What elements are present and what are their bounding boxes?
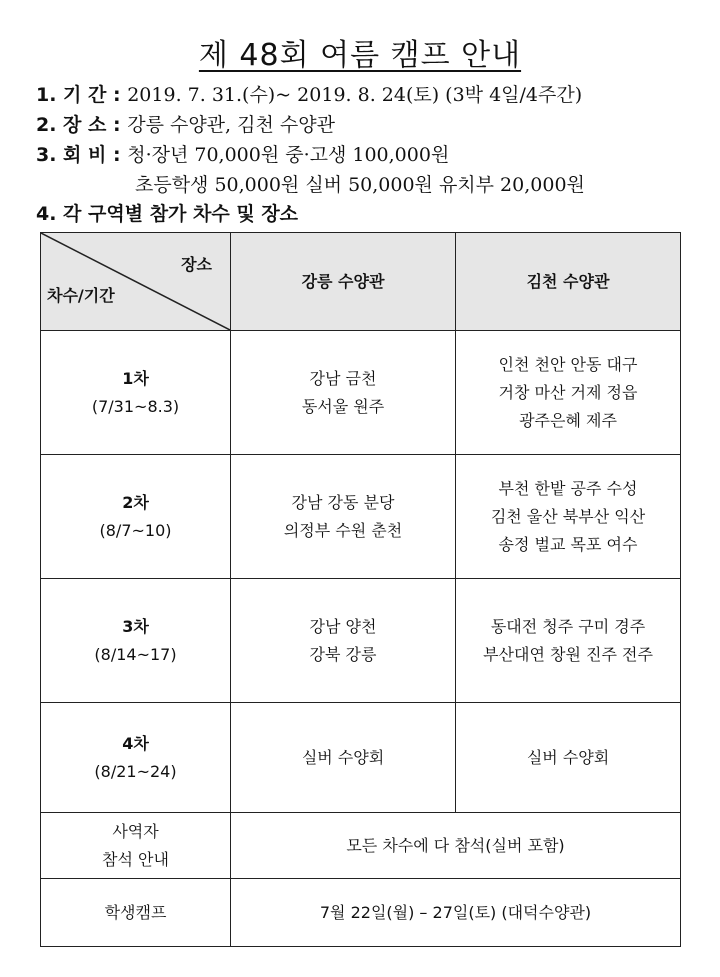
region-line: 강남 강동 분당	[291, 492, 395, 512]
round-cell	[41, 455, 231, 579]
gimcheon-cell	[456, 455, 681, 579]
round-label: 1차	[122, 368, 149, 388]
region-line: 인천 천안 안동 대구	[498, 354, 638, 374]
region-line: 김천 울산 북부산 익산	[490, 506, 646, 526]
column-header-label: 김천 수양관	[526, 271, 610, 291]
region-line: 광주은혜 제주	[519, 410, 617, 430]
region-line: 동대전 청주 구미 경주	[490, 616, 646, 636]
gangneung-cell	[231, 455, 456, 579]
region-line: 부천 한밭 공주 수성	[498, 478, 638, 498]
region-line: 동서울 원주	[301, 396, 385, 416]
table-row	[41, 703, 681, 813]
round-label: 4차	[122, 733, 149, 753]
page-title-text: 제 48회 여름 캠프 안내	[198, 38, 522, 73]
round-cell	[41, 703, 231, 813]
student-camp-label: 학생캠프	[104, 902, 167, 922]
round-label: 3차	[122, 616, 149, 636]
round-cell	[41, 331, 231, 455]
minister-value: 모든 차수에 다 참석(실버 포함)	[346, 835, 565, 855]
student-camp-label-cell	[41, 879, 231, 947]
minister-row	[41, 813, 681, 879]
student-camp-row	[41, 879, 681, 947]
fee-value-line1: 청·장년 70,000원 중·고생 100,000원	[127, 144, 450, 166]
page-title	[0, 30, 720, 74]
minister-value-cell	[231, 813, 681, 879]
gangneung-cell	[231, 703, 456, 813]
place-value: 강릉 수양관, 김천 수양관	[127, 114, 335, 136]
student-camp-value: 7월 22일(월) – 27일(토) (대덕수양관)	[319, 902, 592, 922]
corner-top-label: 장소	[181, 255, 212, 274]
fee-value-line2: 초등학생 50,000원 실버 50,000원 유치부 20,000원	[135, 174, 585, 196]
student-camp-value-cell	[231, 879, 681, 947]
region-line: 거창 마산 거제 정읍	[498, 382, 638, 402]
region-line: 의정부 수원 춘천	[283, 520, 403, 540]
region-line: 실버 수양회	[301, 747, 385, 767]
minister-label-line2: 참석 안내	[102, 849, 169, 869]
region-line: 강북 강릉	[309, 644, 377, 664]
column-header-gimcheon	[456, 233, 681, 331]
column-header-gangneung	[231, 233, 456, 331]
fee-label: 3. 회 비 :	[36, 144, 128, 166]
gimcheon-cell	[456, 703, 681, 813]
round-label: 2차	[122, 492, 149, 512]
region-line: 실버 수양회	[526, 747, 610, 767]
fee-line	[36, 140, 449, 167]
place-line	[36, 110, 335, 137]
table-row	[41, 579, 681, 703]
round-cell	[41, 579, 231, 703]
region-line: 강남 양천	[309, 616, 377, 636]
section-heading: 4. 각 구역별 참가 차수 및 장소	[36, 203, 299, 225]
minister-label-cell	[41, 813, 231, 879]
minister-label-line1: 사역자	[112, 821, 159, 841]
region-line: 강남 금천	[309, 368, 377, 388]
region-line: 송정 벌교 목포 여수	[498, 534, 638, 554]
corner-cell	[41, 233, 231, 331]
gangneung-cell	[231, 579, 456, 703]
period-value: 2019. 7. 31.(수)~ 2019. 8. 24(토) (3박 4일/4주간)	[127, 84, 583, 106]
table-row	[41, 455, 681, 579]
gimcheon-cell	[456, 331, 681, 455]
schedule-table	[40, 232, 681, 947]
period-line	[36, 80, 582, 107]
round-period: (7/31~8.3)	[91, 396, 180, 416]
table-row	[41, 331, 681, 455]
round-period: (8/7~10)	[99, 520, 172, 540]
round-period: (8/21~24)	[94, 761, 177, 781]
column-header-label: 강릉 수양관	[301, 271, 385, 291]
corner-bottom-label: 차수/기간	[47, 286, 115, 305]
place-label: 2. 장 소 :	[36, 114, 128, 136]
gangneung-cell	[231, 331, 456, 455]
period-label: 1. 기 간 :	[36, 84, 128, 106]
region-line: 부산대연 창원 진주 전주	[483, 644, 653, 664]
round-period: (8/14~17)	[94, 644, 177, 664]
table-header-row	[41, 233, 681, 331]
gimcheon-cell	[456, 579, 681, 703]
